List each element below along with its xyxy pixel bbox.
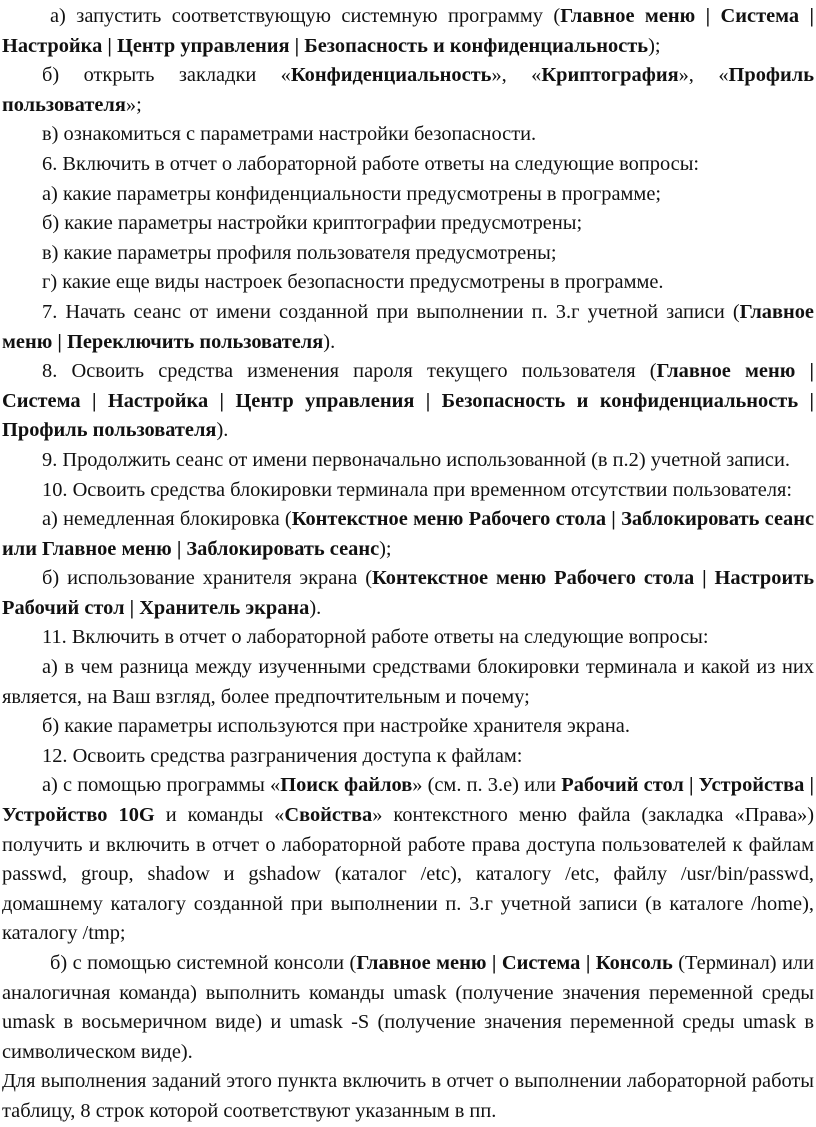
paragraph: б) открыть закладки «Конфиденциальность», «Криптография», «Профиль пользователя»; (2, 64, 814, 116)
paragraph: 11. Включить в отчет о лабораторной работе ответы на следующие вопросы: (42, 626, 709, 649)
paragraph: Для выполнения заданий этого пункта включить в отчет о выполнении лабораторной работы таблицу, 8 строк которой соответствуют указанным в пп. (2, 1070, 814, 1122)
paragraph: б) какие параметры настройки криптографии предусмотрены; (42, 212, 583, 235)
paragraph: 8. Освоить средства изменения пароля текущего пользователя (Главное меню | Система | Настройка | Центр управления | Безопасность и конфиденциальность | Профиль пользователя). (2, 360, 814, 442)
paragraph: б) с помощью системной консоли (Главное меню | Система | Консоль (Терминал) или аналогичная команда) выполнить команды umask (получение значения переменной среды umask в восьмеричном виде) и umask -S (получение значения переменной среды umask в символическом виде). (2, 952, 815, 1063)
paragraph: 10. Освоить средства блокировки терминала при временном отсутствии пользователя: (42, 478, 793, 501)
paragraph: г) какие еще виды настроек безопасности предусмотрены в программе. (42, 271, 664, 294)
paragraph: б) какие параметры используются при настройке хранителя экрана. (42, 715, 630, 738)
paragraph: а) какие параметры конфиденциальности предусмотрены в программе; (42, 182, 662, 205)
paragraph: в) какие параметры профиля пользователя предусмотрены; (42, 241, 557, 264)
paragraph: а) с помощью программы «Поиск файлов» (см. п. 3.е) или Рабочий стол | Устройства | Устройство 10G и команды «Свойства» контекстного меню файла (закладка «Права») получить и включить в отчет о лабораторной работе права доступа пользователей к файлам passwd, group, shadow и gshadow (каталог /etc), каталогу /etc, файлу /usr/bin/passwd, домашнему каталогу созданной при выполнении п. 3.г учетной записи (в каталоге /home), каталогу /tmp; (2, 774, 814, 945)
paragraph: б) использование хранителя экрана (Контекстное меню Рабочего стола | Настроить Рабочий стол | Хранитель экрана). (2, 567, 814, 619)
paragraph: 7. Начать сеанс от имени созданной при выполнении п. 3.г учетной записи (Главное меню | Переключить пользователя). (2, 300, 814, 353)
paragraph: а) немедленная блокировка (Контекстное меню Рабочего стола | Заблокировать сеанс или Главное меню | Заблокировать сеанс); (2, 508, 814, 560)
paragraph: 9. Продолжить сеанс от имени первоначально использованной (в п.2) учетной записи. (42, 448, 790, 471)
paragraph: а) запустить соответствующую системную программу (Главное меню | Система | Настройка | Центр управления | Безопасность и конфиденциальность); (2, 5, 814, 57)
paragraph: а) в чем разница между изученными средствами блокировки терминала и какой из них является, на Ваш взгляд, более предпочтительным и почему; (2, 656, 814, 708)
paragraph: 12. Освоить средства разграничения доступа к файлам: (42, 744, 523, 767)
paragraph: в) ознакомиться с параметрами настройки безопасности. (42, 123, 537, 146)
paragraph: 6. Включить в отчет о лабораторной работе ответы на следующие вопросы: (42, 152, 700, 175)
